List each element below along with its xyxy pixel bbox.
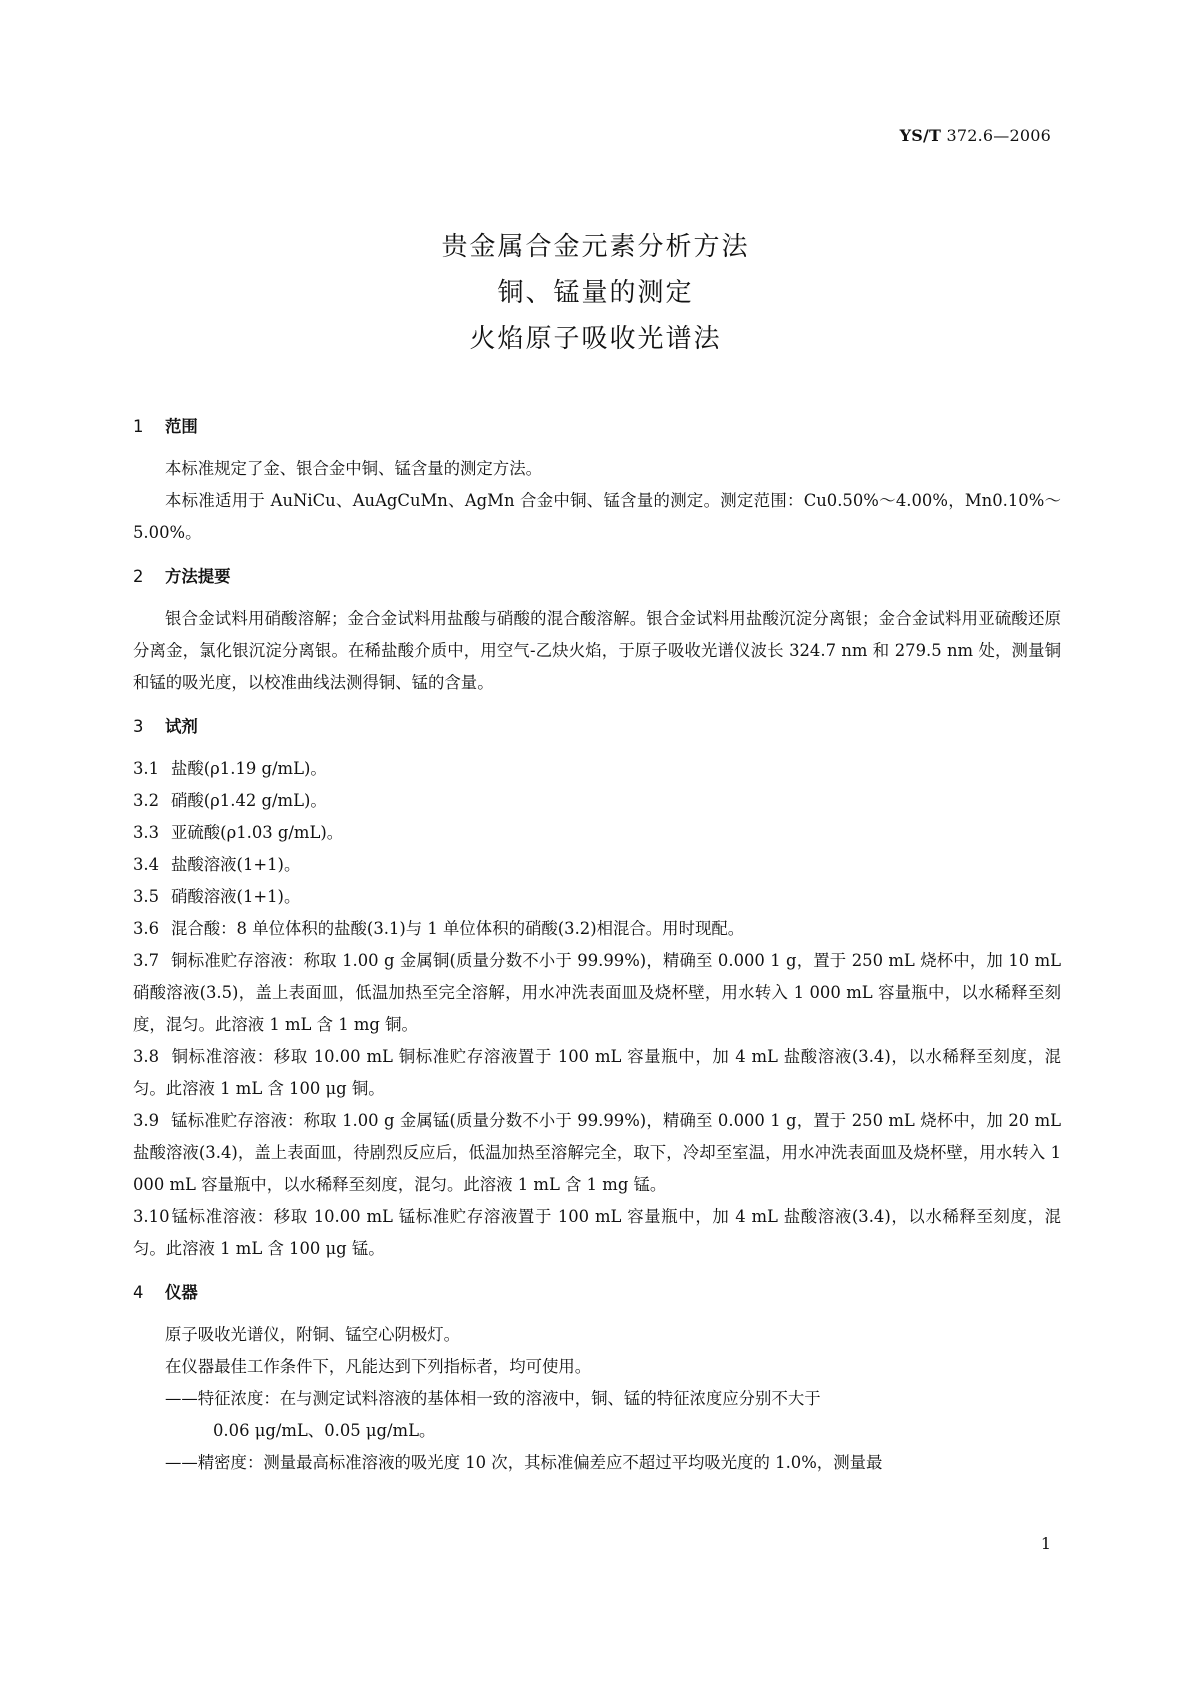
scope-paragraph-1: 本标准规定了金、银合金中铜、锰含量的测定方法。 <box>165 459 542 478</box>
document-body <box>133 411 1061 1479</box>
section-heading-scope <box>133 411 1061 443</box>
reagent-item: 3.9 锰标准贮存溶液：称取 1.00 g 金属锰(质量分数不小于 99.99%)，精确至 0.000 1 g，置于 250 mL 烧杯中，加 20 mL 盐酸溶液(3.4)，盖上表面皿，待剧烈反应后，低温加热至溶解完全，取下，冷却至室温，用水冲洗表面皿及烧杯壁，用水转入 1 000 mL 容量瓶中，以水稀释至刻度，混匀。此溶液 1 mL 含 1 mg 锰。 <box>133 1111 1061 1194</box>
reagent-item: 3.2 硝酸(ρ1.42 g/mL)。 <box>133 791 327 810</box>
scope-paragraph-2: 本标准适用于 AuNiCu、AuAgCuMn、AgMn 合金中铜、锰含量的测定。测定范围：Cu0.50%～4.00%，Mn0.10%～5.00%。 <box>133 491 1061 542</box>
reagent-item: 3.4 盐酸溶液(1+1)。 <box>133 855 301 874</box>
standard-code <box>900 126 1051 145</box>
reagent-item: 3.3 亚硫酸(ρ1.03 g/mL)。 <box>133 823 344 842</box>
reagent-item: 3.5 硝酸溶液(1+1)。 <box>133 887 301 906</box>
apparatus-paragraph-1: 原子吸收光谱仪，附铜、锰空心阴极灯。 <box>165 1325 461 1344</box>
reagent-item: 3.7 铜标准贮存溶液：称取 1.00 g 金属铜(质量分数不小于 99.99%)，精确至 0.000 1 g，置于 250 mL 烧杯中，加 10 mL 硝酸溶液(3.5)，盖上表面皿，低温加热至完全溶解，用水冲洗表面皿及烧杯壁，用水转入 1 000 mL 容量瓶中，以水稀释至刻度，混匀。此溶液 1 mL 含 1 mg 铜。 <box>133 951 1061 1034</box>
criterion-characteristic-concentration: ——特征浓度：在与测定试料溶液的基体相一致的溶液中，铜、锰的特征浓度应分别不大于 <box>165 1389 821 1408</box>
section-number: 4 <box>133 1283 144 1302</box>
criterion-characteristic-concentration-cont: 0.06 μg/mL、0.05 μg/mL。 <box>213 1421 436 1440</box>
reagent-item: 3.10锰标准溶液：移取 10.00 mL 锰标准贮存溶液置于 100 mL 容量瓶中，加 4 mL 盐酸溶液(3.4)，以水稀释至刻度，混匀。此溶液 1 mL 含 100 μg 锰。 <box>133 1207 1061 1258</box>
section-number: 2 <box>133 567 144 586</box>
title-line-1: 贵金属合金元素分析方法 <box>441 232 750 262</box>
apparatus-paragraph-2: 在仪器最佳工作条件下，凡能达到下列指标者，均可使用。 <box>165 1357 592 1376</box>
document-title <box>0 224 1191 362</box>
section-title: 方法提要 <box>165 567 231 586</box>
section-heading-apparatus <box>133 1277 1061 1309</box>
section-number: 1 <box>133 417 144 436</box>
section-heading-reagents <box>133 711 1061 743</box>
section-title: 范围 <box>165 417 198 436</box>
section-heading-method-summary <box>133 561 1061 593</box>
page-number: 1 <box>1040 1534 1051 1553</box>
section-title: 仪器 <box>165 1283 198 1302</box>
reagent-item: 3.6 混合酸：8 单位体积的盐酸(3.1)与 1 单位体积的硝酸(3.2)相混合。用时现配。 <box>133 919 745 938</box>
method-summary-paragraph: 银合金试料用硝酸溶解；金合金试料用盐酸与硝酸的混合酸溶解。银合金试料用盐酸沉淀分离银；金合金试料用亚硫酸还原分离金，氯化银沉淀分离银。在稀盐酸介质中，用空气-乙炔火焰，于原子吸收光谱仪波长 324.7 nm 和 279.5 nm 处，测量铜和锰的吸光度，以校准曲线法测得铜、锰的含量。 <box>133 609 1061 692</box>
section-title: 试剂 <box>165 717 198 736</box>
reagent-item: 3.8 铜标准溶液：移取 10.00 mL 铜标准贮存溶液置于 100 mL 容量瓶中，加 4 mL 盐酸溶液(3.4)，以水稀释至刻度，混匀。此溶液 1 mL 含 100 μg 铜。 <box>133 1047 1061 1098</box>
criterion-precision: ——精密度：测量最高标准溶液的吸光度 10 次，其标准偏差应不超过平均吸光度的 1.0%，测量最 <box>165 1453 883 1472</box>
reagent-item: 3.1 盐酸(ρ1.19 g/mL)。 <box>133 759 327 778</box>
standard-number: 372.6—2006 <box>946 126 1051 145</box>
section-number: 3 <box>133 717 144 736</box>
reagent-list <box>133 753 1061 1265</box>
title-line-3: 火焰原子吸收光谱法 <box>469 324 722 354</box>
title-line-2: 铜、锰量的测定 <box>497 278 694 308</box>
standard-prefix: YS/T <box>899 126 942 145</box>
